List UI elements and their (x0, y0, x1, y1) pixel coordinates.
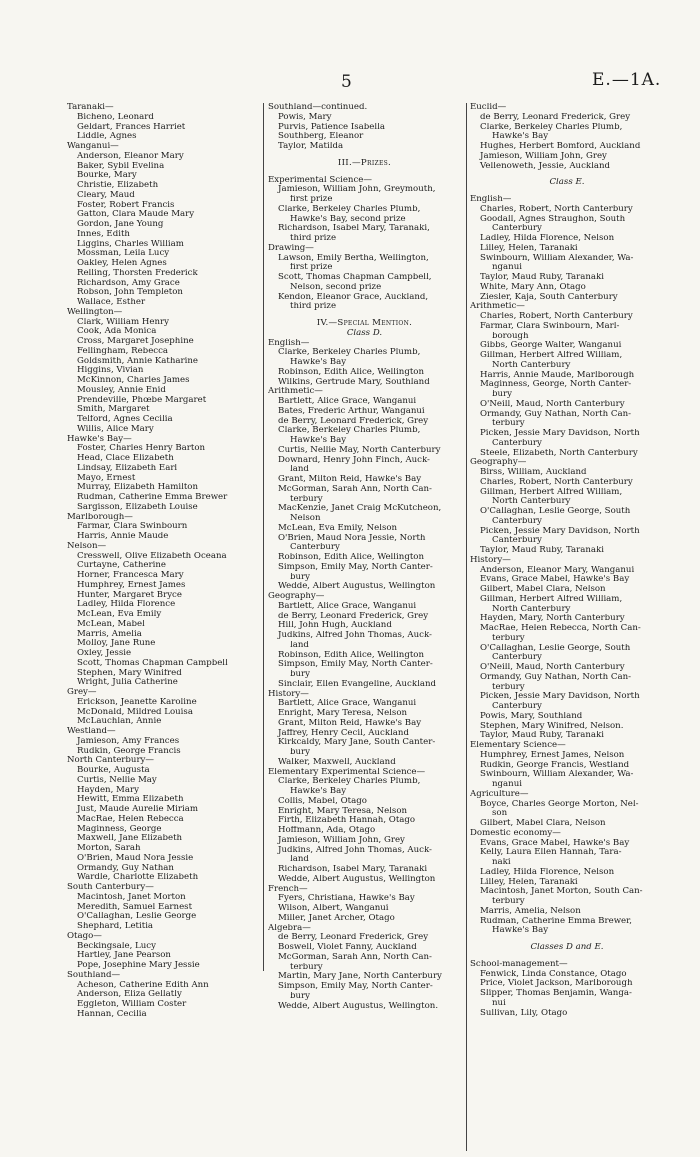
list-entry: Rudman, Catherine Emma Brewer, (480, 916, 633, 926)
entry-continuation: Canterbury (492, 438, 542, 448)
list-entry: Taylor, Maud Ruby, Taranaki (480, 273, 604, 282)
spacer (268, 312, 461, 319)
spacer (470, 936, 664, 943)
list-entry: Gatton, Clara Maude Mary (77, 210, 195, 220)
list-entry: Murray, Elizabeth Hamilton (77, 483, 199, 493)
list-entry: Wardle, Charlotte Elizabeth (77, 873, 199, 883)
list-entry: Hunter, Margaret Bryce (77, 590, 182, 600)
subject-heading: Wellington— (67, 307, 123, 317)
list-entry: Clarke, Berkeley Charles Plumb, (278, 204, 421, 214)
list-entry: Simpson, Emily May, North Canter- (278, 982, 433, 991)
list-entry: Gillman, Herbert Alfred William, (480, 351, 623, 360)
spacer (268, 152, 461, 159)
section-heading: IV.—Special Mention. (316, 319, 413, 328)
subject-heading: Elementary Science— (470, 741, 566, 750)
list-entry: Hannan, Cecilia (77, 1009, 147, 1019)
list-entry: Evans, Grace Mabel, Hawke's Bay (480, 838, 630, 848)
entry-continuation: bury (492, 390, 512, 399)
list-entry: McGorman, Sarah Ann, North Can- (278, 952, 432, 962)
list-entry: Marris, Amelia, Nelson (480, 906, 581, 916)
list-entry: Gilbert, Mabel Clara, Nelson (480, 819, 606, 828)
subject-heading: Southland—continued. (268, 103, 368, 112)
list-entry: Miller, Janet Archer, Otago (278, 913, 395, 923)
entry-continuation: Nelson (290, 514, 321, 523)
list-entry: Clarke, Berkeley Charles Plumb, (278, 777, 421, 787)
list-entry: Ladley, Hilda Florence (77, 600, 176, 610)
list-entry: Molloy, Jane Rune (77, 639, 156, 649)
subject-heading: Marlborough— (67, 512, 133, 522)
list-entry: Jamieson, William John, Greymouth, (278, 185, 436, 195)
section-heading: III.—Prizes. (337, 158, 392, 168)
list-entry: Baker, Sybil Evelina (77, 161, 165, 171)
list-entry: McGorman, Sarah Ann, North Can- (278, 484, 432, 494)
list-entry: Southberg, Eleanor (278, 132, 364, 142)
subject-heading: South Canterbury— (67, 883, 154, 892)
list-entry: Taylor, Matilda (278, 142, 344, 151)
list-entry: Humphrey, Ernest James (77, 580, 186, 590)
list-entry: de Berry, Leonard Frederick, Grey (480, 112, 631, 122)
list-entry: Gillman, Herbert Alfred William, (480, 487, 623, 497)
list-entry: Bourke, Mary (77, 171, 137, 181)
list-entry: Oxley, Jessie (77, 649, 132, 658)
entry-continuation: terbury (290, 962, 323, 972)
list-entry: Oakley, Helen Agnes (77, 259, 167, 268)
list-entry: McKinnon, Charles James (77, 376, 190, 385)
list-entry: Cross, Margaret Josephine (77, 337, 194, 346)
column-middle (268, 103, 461, 1011)
list-entry: Wilkins, Gertrude Mary, Southland (278, 377, 430, 387)
list-entry: Kirkcaldy, Mary Jane, South Canter- (278, 738, 436, 748)
entry-continuation: third prize (290, 234, 337, 243)
column-divider-left (263, 103, 264, 971)
list-entry: Kelly, Laura Ellen Hannah, Tara- (480, 848, 622, 858)
list-entry: Maginness, George, North Canter- (480, 380, 632, 390)
subject-heading: Domestic economy— (470, 828, 561, 838)
list-entry: Picken, Jessie Mary Davidson, North (480, 429, 640, 438)
list-entry: Wedde, Albert Augustus, Wellington (278, 582, 436, 592)
list-entry: O'Callaghan, Leslie George, South (480, 507, 631, 516)
list-entry: Boyce, Charles George Morton, Nel- (480, 799, 639, 809)
list-entry: Gibbs, George Walter, Wanganui (480, 341, 622, 351)
list-entry: Fellingham, Rebecca (77, 346, 169, 356)
list-entry: Jamieson, William John, Grey (278, 835, 405, 845)
list-entry: Bartlett, Alice Grace, Wanganui (278, 601, 417, 611)
subject-heading: Westland— (67, 727, 116, 736)
list-entry: Powis, Mary, Southland (480, 711, 583, 721)
list-entry: Lindsay, Elizabeth Earl (77, 463, 178, 473)
list-entry: de Berry, Leonard Frederick, Grey (278, 416, 429, 426)
list-entry: Cresswell, Olive Elizabeth Oceana (77, 551, 227, 561)
list-entry: Anderson, Eleanor Mary, Wanganui (480, 565, 635, 575)
column-right (470, 103, 664, 1018)
list-entry: McLean, Eva Emily, Nelson (278, 523, 398, 533)
list-entry: Morton, Sarah (77, 844, 141, 853)
column-divider-right (466, 103, 467, 1151)
entry-continuation: terbury (492, 897, 525, 906)
list-entry: Steele, Elizabeth, North Canterbury (480, 448, 638, 458)
subject-heading: English— (268, 338, 310, 348)
list-entry: Cleary, Maud (77, 190, 135, 200)
list-entry: Farmar, Clara Swinbourn (77, 522, 188, 532)
list-entry: Stephen, Mary Winifred (77, 668, 182, 678)
list-entry: Firth, Elizabeth Hannah, Otago (278, 816, 416, 826)
list-entry: Robinson, Edith Alice, Wellington (278, 553, 424, 562)
list-entry: Scott, Thomas Chapman Campbell (77, 658, 228, 668)
entry-continuation: first prize (290, 195, 333, 204)
list-entry: Evans, Grace Mabel, Hawke's Bay (480, 575, 630, 585)
column-left (67, 103, 259, 1020)
list-entry: Clark, William Henry (77, 317, 169, 327)
subject-heading: Arithmetic— (268, 387, 323, 397)
entry-continuation: borough (492, 331, 529, 341)
entry-continuation: bury (290, 670, 310, 679)
list-entry: Hughes, Herbert Bomford, Auckland (480, 142, 641, 151)
list-entry: Telford, Agnes Cecilia (77, 415, 173, 424)
subject-heading: Experimental Science— (268, 175, 372, 185)
list-entry: Enright, Mary Teresa, Nelson (278, 709, 408, 718)
entry-continuation: son (492, 809, 508, 819)
list-entry: Lilley, Helen, Taranaki (480, 243, 578, 253)
list-entry: Gillman, Herbert Alfred William, (480, 594, 623, 604)
list-entry: Charles, Robert, North Canterbury (480, 312, 633, 321)
subject-heading: Wanganui— (67, 142, 119, 151)
list-entry: Grant, Milton Reid, Hawke's Bay (278, 475, 422, 484)
list-entry: Richardson, Isabel Mary, Taranaki (278, 865, 428, 874)
list-entry: Wedde, Albert Augustus, Wellington. (278, 1001, 439, 1011)
spacer (470, 953, 664, 960)
list-entry: Beckingsale, Lucy (77, 941, 156, 951)
subject-heading: Southland— (67, 970, 121, 980)
list-entry: Bates, Frederic Arthur, Wanganui (278, 406, 425, 416)
list-entry: Goodall, Agnes Straughon, South (480, 214, 626, 224)
list-entry: Richardson, Amy Grace (77, 278, 180, 288)
list-entry: Eggleton, William Coster (77, 1000, 187, 1009)
entry-continuation: third prize (290, 302, 337, 312)
list-entry: Ormandy, Guy Nathan, North Can- (480, 672, 632, 682)
list-entry: Curtayne, Catherine (77, 561, 166, 571)
list-entry: Bicheno, Leonard (77, 112, 154, 122)
list-entry: Jamieson, Amy Frances (77, 736, 180, 746)
list-entry: Jamieson, William John, Grey (480, 151, 607, 161)
list-entry: Humphrey, Ernest James, Nelson (480, 750, 625, 760)
list-entry: Picken, Jessie Mary Davidson, North (480, 692, 640, 702)
list-entry: Wallace, Esther (77, 298, 146, 307)
document-code: E.—1A. (592, 70, 662, 90)
list-entry: Hayden, Mary, North Canterbury (480, 614, 625, 624)
list-entry: Ormandy, Guy Nathan (77, 863, 174, 873)
list-entry: Charles, Robert, North Canterbury (480, 204, 633, 214)
list-entry: Relling, Thorsten Frederick (77, 268, 198, 278)
list-entry: Purvis, Patience Isabella (278, 122, 386, 132)
list-entry: Lawson, Emily Bertha, Wellington, (278, 253, 429, 263)
list-entry: Birss, William, Auckland (480, 468, 587, 477)
list-entry: Hoffmann, Ada, Otago (278, 826, 376, 835)
list-entry: Sullivan, Lily, Otago (480, 1008, 568, 1018)
entry-continuation: Canterbury (492, 516, 542, 526)
list-entry: Macintosh, Janet Morton (77, 892, 186, 902)
subject-heading: Algebra— (268, 923, 311, 933)
list-entry: de Berry, Leonard Frederick, Grey (278, 611, 429, 621)
list-entry: Hartley, Jane Pearson (77, 951, 171, 961)
list-entry: Foster, Charles Henry Barton (77, 444, 206, 454)
list-entry: Wilson, Albert, Wanganui (278, 904, 389, 913)
list-entry: MacKenzie, Janet Craig McKutcheon, (278, 504, 442, 514)
entry-continuation: naki (492, 858, 511, 867)
entry-continuation: Canterbury (492, 536, 542, 546)
list-entry: Lilley, Helen, Taranaki (480, 877, 578, 887)
subject-heading: Otago— (67, 931, 102, 941)
list-entry: Swinbourn, William Alexander, Wa- (480, 770, 634, 780)
list-entry: Cook, Ada Monica (77, 327, 157, 337)
entry-continuation: Canterbury (492, 702, 542, 711)
list-entry: Taylor, Maud Ruby, Taranaki (480, 731, 604, 741)
list-entry: Gordon, Jane Young (77, 220, 164, 229)
subject-heading: English— (470, 195, 512, 204)
subject-heading: History— (470, 555, 511, 565)
list-entry: Prendeville, Phœbe Margaret (77, 395, 207, 405)
subject-heading: French— (268, 884, 308, 894)
list-entry: Smith, Margaret (77, 405, 150, 415)
list-entry: Pope, Josephine Mary Jessie (77, 961, 200, 970)
list-entry: Head, Clace Elizabeth (77, 454, 174, 463)
subject-heading: Elementary Experimental Science— (268, 767, 426, 777)
entry-continuation: Hawke's Bay (492, 926, 549, 936)
list-entry: Richardson, Isabel Mary, Taranaki, (278, 224, 430, 234)
subject-heading: Agriculture— (470, 789, 529, 799)
entry-continuation: terbury (492, 633, 525, 643)
list-entry: Rudkin, George Francis (77, 746, 181, 756)
subject-heading: School-management— (470, 959, 568, 969)
list-entry: Scott, Thomas Chapman Campbell, (278, 273, 432, 282)
list-entry: Robson, John Templeton (77, 288, 183, 298)
list-entry: Sinclair, Ellen Evangeline, Auckland (278, 679, 436, 689)
entry-continuation: nganui (492, 263, 522, 273)
entry-continuation: Canterbury (492, 653, 542, 663)
list-entry: Grant, Milton Reid, Hawke's Bay (278, 718, 422, 728)
list-entry: Jaffrey, Henry Cecil, Auckland (278, 728, 409, 738)
list-entry: Charles, Robert, North Canterbury (480, 477, 633, 487)
list-entry: Price, Violet Jackson, Marlborough (480, 979, 633, 989)
list-entry: Hill, John Hugh, Auckland (278, 621, 392, 631)
list-entry: Shephard, Letitia (77, 922, 154, 931)
entry-continuation: nui (492, 998, 506, 1008)
subject-heading: Nelson— (67, 541, 107, 551)
entry-continuation: terbury (290, 494, 323, 504)
list-entry: Rudkin, George Francis, Westland (480, 760, 630, 770)
subject-heading: Euclid— (470, 103, 507, 112)
entry-continuation: North Canterbury (492, 360, 571, 370)
subject-heading: Taranaki— (67, 103, 114, 112)
list-entry: Macintosh, Janet Morton, South Can- (480, 887, 643, 897)
list-entry: Collis, Mabel, Otago (278, 796, 367, 806)
list-entry: Liddle, Agnes (77, 132, 137, 142)
entry-continuation: Hawke's Bay (492, 132, 549, 142)
list-entry: Enright, Mary Teresa, Nelson (278, 806, 408, 816)
list-entry: Liggins, Charles William (77, 239, 184, 249)
list-entry: Bartlett, Alice Grace, Wanganui (278, 397, 417, 406)
entry-continuation: Hawke's Bay (290, 787, 347, 796)
entry-continuation: Hawke's Bay (290, 358, 347, 367)
list-entry: Slipper, Thomas Benjamin, Wanga- (480, 989, 632, 998)
entry-continuation: Hawke's Bay, second prize (290, 214, 406, 224)
list-entry: O'Callaghan, Leslie George, South (480, 643, 631, 653)
list-entry: Horner, Francesca Mary (77, 571, 184, 580)
list-entry: Boswell, Violet Fanny, Auckland (278, 943, 417, 952)
page-number: 5 (341, 72, 352, 92)
list-entry: O'Callaghan, Leslie George (77, 912, 197, 922)
list-entry: Kendon, Eleanor Grace, Auckland, (278, 292, 429, 302)
list-entry: Simpson, Emily May, North Canter- (278, 562, 433, 572)
subject-heading: Grey— (67, 688, 97, 697)
list-entry: McLean, Eva Emily (77, 610, 162, 619)
list-entry: Martin, Mary Jane, North Canterbury (278, 972, 442, 982)
list-entry: Hewitt, Emma Elizabeth (77, 795, 184, 805)
list-entry: Rudman, Catherine Emma Brewer (77, 493, 228, 502)
list-entry: McLean, Mabel (77, 619, 145, 629)
list-entry: Judkins, Alfred John Thomas, Auck- (278, 631, 432, 640)
list-entry: Maginness, George (77, 824, 162, 834)
entry-continuation: Canterbury (492, 224, 542, 234)
list-entry: Willis, Alice Mary (77, 424, 154, 434)
section-heading: Class E. (549, 178, 585, 188)
list-entry: Wedde, Albert Augustus, Wellington (278, 874, 436, 884)
entry-continuation: Canterbury (290, 543, 340, 553)
subject-heading: Hawke's Bay— (67, 434, 132, 444)
list-entry: Innes, Edith (77, 229, 130, 239)
subject-heading: Arithmetic— (470, 302, 525, 312)
list-entry: Ladley, Hilda Florence, Nelson (480, 234, 615, 243)
list-entry: Vellenoweth, Jessie, Auckland (480, 161, 611, 171)
list-entry: MacRae, Helen Rebecca, North Can- (480, 624, 641, 633)
list-entry: O'Brien, Maud Nora Jessie, North (278, 533, 426, 543)
section-heading: Class D. (346, 328, 383, 338)
list-entry: Simpson, Emily May, North Canter- (278, 660, 433, 670)
entry-continuation: land (290, 640, 309, 650)
entry-continuation: North Canterbury (492, 604, 571, 614)
list-entry: Foster, Robert Francis (77, 200, 175, 210)
spacer (268, 169, 461, 176)
list-entry: Goldsmith, Annie Katharine (77, 356, 199, 366)
list-entry: Geldart, Frances Harriet (77, 122, 186, 132)
list-entry: Taylor, Maud Ruby, Taranaki (480, 546, 604, 555)
spacer (470, 188, 664, 195)
list-entry: Mossman, Leila Lucy (77, 249, 170, 259)
entry-continuation: nganui (492, 780, 522, 789)
list-entry: Picken, Jessie Mary Davidson, North (480, 526, 640, 536)
subject-heading: North Canterbury— (67, 756, 154, 766)
list-entry: McDonald, Mildred Louisa (77, 707, 193, 717)
list-entry: Robinson, Edith Alice, Wellington (278, 650, 424, 660)
list-entry: Fyers, Christiana, Hawke's Bay (278, 894, 415, 904)
entry-continuation: North Canterbury (492, 497, 571, 507)
list-entry: Ormandy, Guy Nathan, North Can- (480, 409, 632, 419)
list-entry: Bourke, Augusta (77, 766, 150, 775)
list-entry: Maxwell, Jane Elizabeth (77, 834, 183, 844)
list-entry: Curtis, Nellie May (77, 775, 157, 785)
list-entry: Judkins, Alfred John Thomas, Auck- (278, 845, 432, 855)
list-entry: Clarke, Berkeley Charles Plumb, (278, 348, 421, 358)
list-entry: Hayden, Mary (77, 785, 139, 795)
list-entry: McLauchlan, Annie (77, 717, 162, 727)
entry-continuation: bury (290, 572, 310, 582)
list-entry: Just, Maude Aurelie Miriam (77, 805, 199, 814)
entry-continuation: terbury (492, 419, 525, 429)
list-entry: MacRae, Helen Rebecca (77, 814, 184, 824)
list-entry: Farmar, Clara Swinbourn, Marl- (480, 321, 620, 331)
list-entry: Ladley, Hilda Florence, Nelson (480, 867, 615, 877)
list-entry: Marris, Amelia (77, 629, 142, 639)
list-entry: Fenwick, Linda Constance, Otago (480, 969, 627, 979)
list-entry: Powis, Mary (278, 112, 332, 122)
list-entry: O'Brien, Maud Nora Jessie (77, 853, 194, 863)
entry-continuation: bury (290, 991, 310, 1001)
list-entry: Clarke, Berkeley Charles Plumb, (480, 122, 623, 132)
entry-continuation: bury (290, 748, 310, 757)
entry-continuation: Hawke's Bay (290, 436, 347, 445)
list-entry: Bartlett, Alice Grace, Wanganui (278, 699, 417, 709)
list-entry: Mayo, Ernest (77, 473, 136, 483)
list-entry: Stephen, Mary Winifred, Nelson. (480, 721, 624, 731)
entry-continuation: first prize (290, 263, 333, 273)
list-entry: Curtis, Nellie May, North Canterbury (278, 445, 441, 455)
section-heading: Classes D and E. (530, 943, 604, 952)
entry-continuation: Nelson, second prize (290, 282, 382, 292)
entry-continuation: land (290, 855, 309, 865)
list-entry: Acheson, Catherine Edith Ann (77, 980, 209, 990)
entry-continuation: land (290, 465, 309, 475)
list-entry: Meredith, Samuel Earnest (77, 902, 193, 912)
list-entry: Harris, Annie Maude, Marlborough (480, 370, 635, 380)
list-entry: Sargisson, Elizabeth Louise (77, 502, 198, 512)
list-entry: Walker, Maxwell, Auckland (278, 757, 396, 767)
spacer (470, 171, 664, 178)
list-entry: Robinson, Edith Alice, Wellington (278, 367, 424, 377)
list-entry: Swinbourn, William Alexander, Wa- (480, 253, 634, 263)
list-entry: Harris, Annie Maude (77, 532, 169, 541)
list-entry: Wright, Julia Catherine (77, 678, 178, 688)
list-entry: O'Neill, Maud, North Canterbury (480, 399, 625, 409)
subject-heading: Drawing— (268, 243, 314, 253)
list-entry: Gilbert, Mabel Clara, Nelson (480, 585, 606, 594)
list-entry: Anderson, Eliza Gellatly (77, 990, 182, 1000)
list-entry: Clarke, Berkeley Charles Plumb, (278, 426, 421, 436)
list-entry: O'Neill, Maud, North Canterbury (480, 663, 625, 672)
subject-heading: Geography— (268, 592, 325, 601)
subject-heading: Geography— (470, 458, 527, 468)
list-entry: Anderson, Eleanor Mary (77, 151, 184, 161)
list-entry: Higgins, Vivian (77, 366, 144, 376)
entry-continuation: terbury (492, 682, 525, 692)
list-entry: Christie, Elizabeth (77, 181, 159, 190)
list-entry: Ziesler, Kaja, South Canterbury (480, 292, 618, 302)
list-entry: White, Mary Ann, Otago (480, 282, 586, 292)
subject-heading: History— (268, 689, 309, 699)
list-entry: Downard, Henry John Finch, Auck- (278, 455, 430, 465)
list-entry: Mousley, Annie Enid (77, 385, 166, 395)
list-entry: de Berry, Leonard Frederick, Grey (278, 933, 429, 943)
list-entry: Erickson, Jeanette Karoline (77, 697, 197, 707)
